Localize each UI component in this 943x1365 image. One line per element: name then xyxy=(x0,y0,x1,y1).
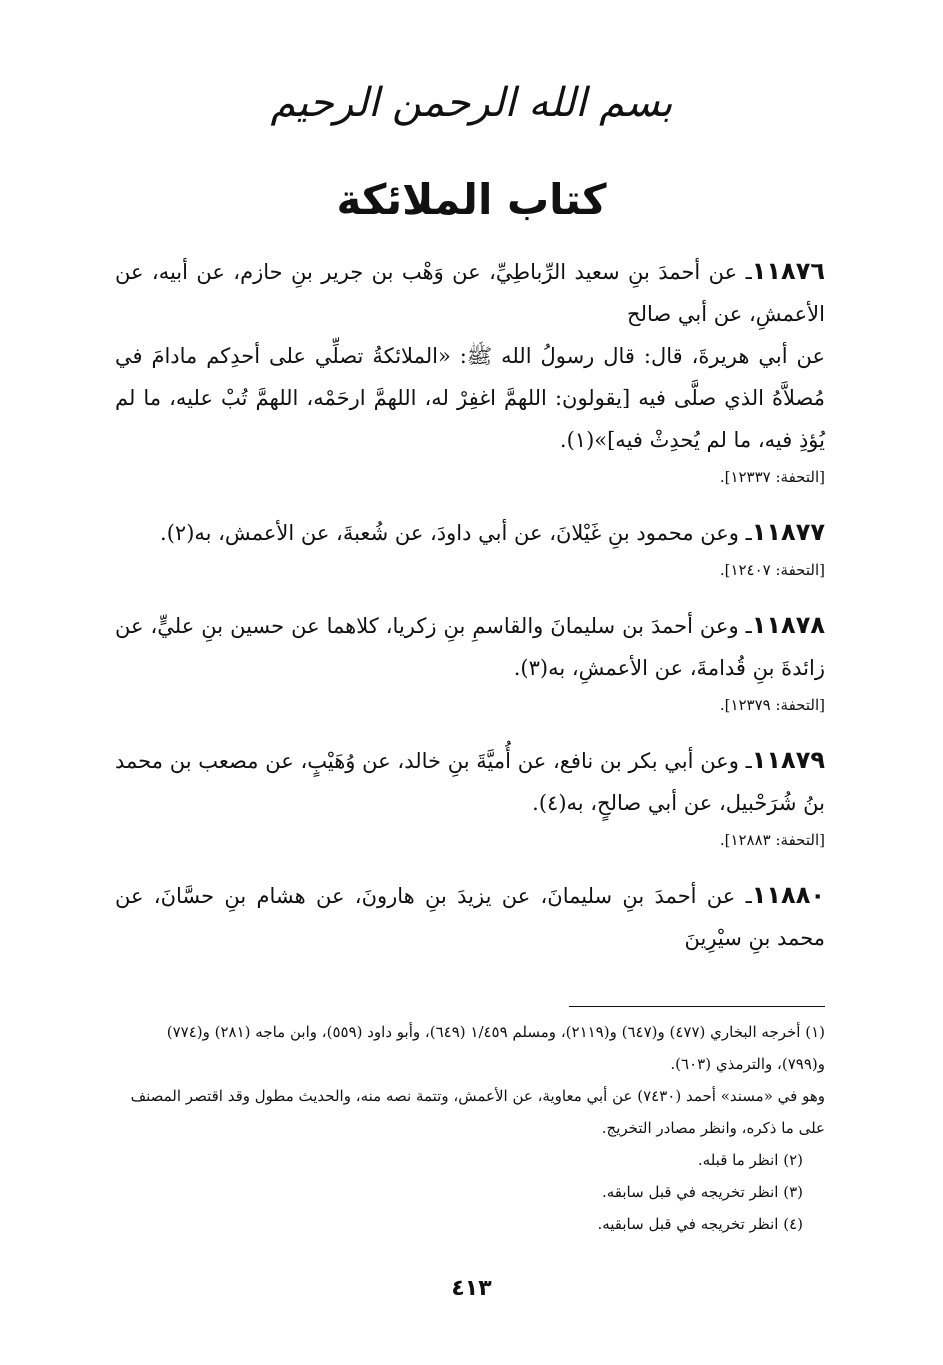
hadith-11878 xyxy=(115,604,825,689)
footnotes xyxy=(115,1016,825,1240)
tuhfa-reference: [التحفة: ١٢٤٠٧]. xyxy=(719,561,825,579)
hadith-chain: ـ عن أحمدَ بنِ سعيد الرِّباطِيِّ، عن وَهْب بن جرير بنِ حازم، عن أبيه، عن الأعمشِ، عن أبي صالح xyxy=(115,260,825,326)
hadith-11879 xyxy=(115,739,825,824)
basmala: بسم الله الرحمن الرحيم xyxy=(270,80,673,126)
tuhfa-reference: [التحفة: ١٢٣٧٩]. xyxy=(719,696,825,714)
hadith-11876 xyxy=(115,250,825,335)
page-number: ٤١٣ xyxy=(451,1276,492,1301)
footnote-1-continued: وهو في «مسند» أحمد (٧٤٣٠) عن أبي معاوية، عن الأعمش، وتتمة نصه منه، والحديث مطول وقد اقتصر المصنف على ما ذكره، وانظر مصادر التخريج. xyxy=(130,1087,825,1137)
hadith-number: ١١٨٧٩ xyxy=(751,746,825,774)
hadith-chain: ـ وعن أبي بكر بن نافع، عن أُميَّةَ بنِ خالد، عن وُهَيْبٍ، عن مصعب بن محمد بنُ شُرَحْبيل، عن أبي صالحٍ، به(٤). xyxy=(115,749,825,815)
footnote-2: (٢) انظر ما قبله. xyxy=(697,1151,803,1169)
hadith-chain: ـ عن أحمدَ بنِ سليمانَ، عن يزيدَ بنِ هارونَ، عن هشام بنِ حسَّانَ، عن محمد بنِ سيْرِينَ xyxy=(115,884,825,950)
hadith-number: ١١٨٧٧ xyxy=(751,518,825,546)
hadith-11880 xyxy=(115,874,825,959)
hadith-number: ١١٨٧٨ xyxy=(751,611,825,639)
hadith-text xyxy=(115,335,825,461)
tuhfa-reference: [التحفة: ١٢٨٨٣]. xyxy=(719,831,825,849)
hadith-matn: عن أبي هريرةَ، قال: قال رسولُ الله ﷺ: «الملائكةُ تصلِّي على أحدِكم مادامَ في مُصلاَّهُ الذي صلَّى فيه [يقولون: اللهمَّ اغفِرْ له، اللهمَّ ارحَمْه، اللهمَّ تُبْ عليه، ما لم يُؤذِ فيه، ما لم يُحدِثْ فيه]»(١). xyxy=(115,344,825,452)
hadith-number: ١١٨٨٠ xyxy=(751,881,825,909)
footnote-4: (٤) انظر تخريجه في قبل سابقيه. xyxy=(597,1215,803,1233)
hadith-chain: ـ وعن محمود بنِ غَيْلانَ، عن أبي داودَ، عن شُعبةَ، عن الأعمش، به(٢). xyxy=(160,521,752,545)
hadith-number: ١١٨٧٦ xyxy=(751,257,825,285)
book-title: كتاب الملائكة xyxy=(336,175,607,224)
hadith-11877 xyxy=(115,511,825,554)
hadith-list xyxy=(115,250,825,959)
footnote-1: (١) أخرجه البخاري (٤٧٧) و(٦٤٧) و(٢١١٩)، ومسلم ١/٤٥٩ (٦٤٩)، وأبو داود (٥٥٩)، وابن ماجه (٢٨١) و(٧٧٤) و(٧٩٩)، والترمذي (٦٠٣). xyxy=(166,1023,825,1073)
tuhfa-reference: [التحفة: ١٢٣٣٧]. xyxy=(719,468,825,486)
hadith-chain: ـ وعن أحمدَ بن سليمانَ والقاسمِ بنِ زكريا، كلاهما عن حسين بنِ عليٍّ، عن زائدةَ بنِ قُدامةَ، عن الأعمشِ، به(٣). xyxy=(115,614,825,680)
footnote-divider xyxy=(569,1006,825,1007)
footnote-3: (٣) انظر تخريجه في قبل سابقه. xyxy=(601,1183,803,1201)
